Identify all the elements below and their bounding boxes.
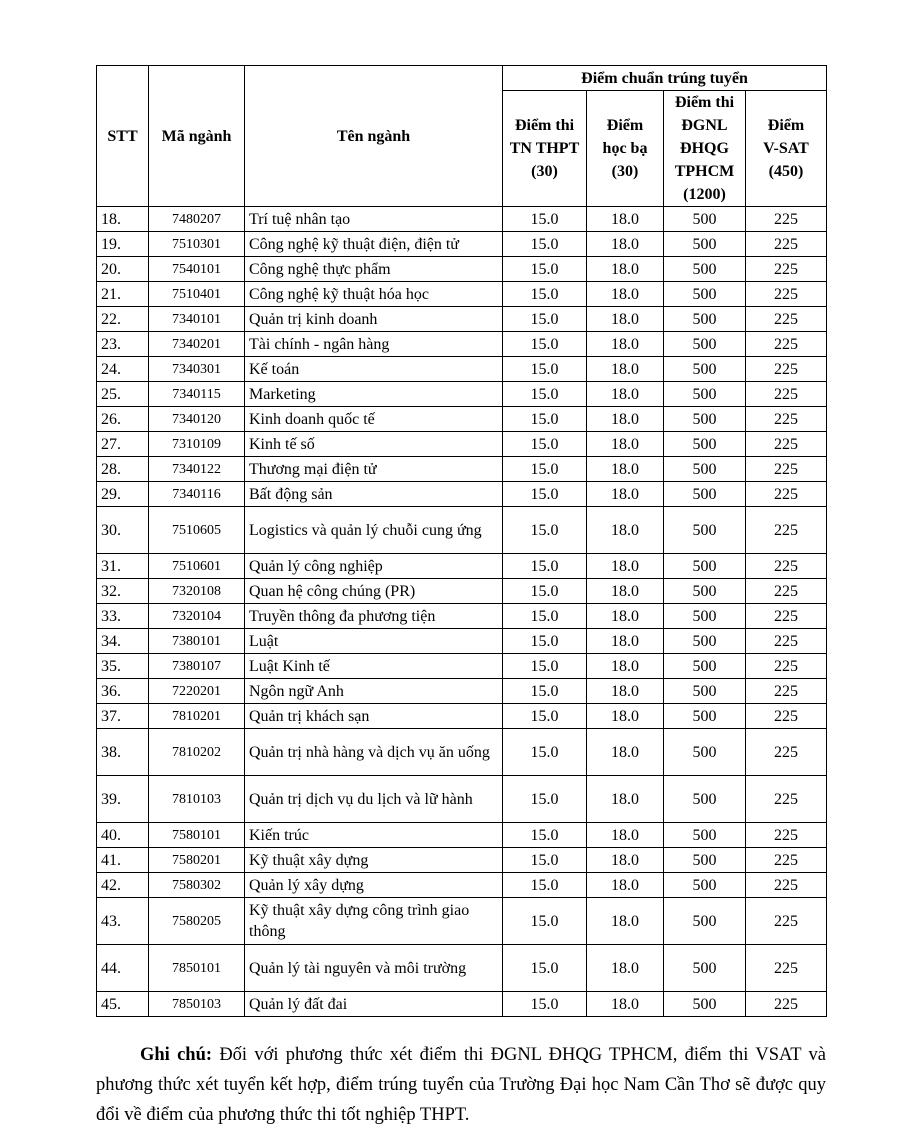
score-vsat: 225 (746, 704, 827, 729)
table-row (97, 382, 827, 407)
header-stt: STT (97, 66, 149, 207)
footnote-label: Ghi chú: (140, 1045, 213, 1065)
row-code: 7810103 (149, 776, 245, 823)
row-name: Kỹ thuật xây dựng công trình giao thông (245, 898, 503, 945)
row-name: Quan hệ công chúng (PR) (245, 579, 503, 604)
score-thpt: 15.0 (503, 604, 587, 629)
row-name: Kinh doanh quốc tế (245, 407, 503, 432)
row-name: Thương mại điện tử (245, 457, 503, 482)
score-hocba: 18.0 (587, 332, 664, 357)
row-code: 7340122 (149, 457, 245, 482)
table-row (97, 898, 827, 945)
score-thpt: 15.0 (503, 332, 587, 357)
score-dgnl: 500 (664, 704, 746, 729)
score-dgnl: 500 (664, 382, 746, 407)
row-code: 7340115 (149, 382, 245, 407)
header-name: Tên ngành (245, 66, 503, 207)
score-vsat: 225 (746, 604, 827, 629)
score-dgnl: 500 (664, 457, 746, 482)
table-row (97, 848, 827, 873)
row-code: 7580201 (149, 848, 245, 873)
row-code: 7310109 (149, 432, 245, 457)
score-hocba: 18.0 (587, 848, 664, 873)
row-stt: 31. (97, 554, 149, 579)
score-dgnl: 500 (664, 307, 746, 332)
score-hocba: 18.0 (587, 357, 664, 382)
row-code: 7510601 (149, 554, 245, 579)
score-dgnl: 500 (664, 507, 746, 554)
row-stt: 21. (97, 282, 149, 307)
score-hocba: 18.0 (587, 482, 664, 507)
table-row (97, 679, 827, 704)
score-vsat: 225 (746, 232, 827, 257)
row-stt: 37. (97, 704, 149, 729)
score-thpt: 15.0 (503, 257, 587, 282)
score-vsat: 225 (746, 507, 827, 554)
table-row (97, 357, 827, 382)
score-vsat: 225 (746, 729, 827, 776)
score-vsat: 225 (746, 554, 827, 579)
score-thpt: 15.0 (503, 207, 587, 232)
score-thpt: 15.0 (503, 457, 587, 482)
header-thpt: Điểm thi TN THPT (30) (503, 91, 587, 207)
table-row (97, 579, 827, 604)
row-stt: 24. (97, 357, 149, 382)
score-vsat: 225 (746, 945, 827, 992)
row-code: 7510605 (149, 507, 245, 554)
table-row (97, 604, 827, 629)
score-dgnl: 500 (664, 432, 746, 457)
score-thpt: 15.0 (503, 992, 587, 1017)
score-hocba: 18.0 (587, 207, 664, 232)
row-stt: 41. (97, 848, 149, 873)
row-stt: 20. (97, 257, 149, 282)
row-name: Quản trị dịch vụ du lịch và lữ hành (245, 776, 503, 823)
table-row (97, 704, 827, 729)
score-dgnl: 500 (664, 232, 746, 257)
score-dgnl: 500 (664, 482, 746, 507)
score-thpt: 15.0 (503, 629, 587, 654)
table-row (97, 776, 827, 823)
row-code: 7510301 (149, 232, 245, 257)
score-dgnl: 500 (664, 357, 746, 382)
row-code: 7480207 (149, 207, 245, 232)
score-thpt: 15.0 (503, 945, 587, 992)
row-stt: 38. (97, 729, 149, 776)
score-hocba: 18.0 (587, 898, 664, 945)
score-thpt: 15.0 (503, 507, 587, 554)
score-dgnl: 500 (664, 207, 746, 232)
table-body (97, 207, 827, 1017)
table-row (97, 507, 827, 554)
score-hocba: 18.0 (587, 457, 664, 482)
row-stt: 45. (97, 992, 149, 1017)
score-hocba: 18.0 (587, 232, 664, 257)
table-row (97, 282, 827, 307)
row-code: 7580302 (149, 873, 245, 898)
score-dgnl: 500 (664, 332, 746, 357)
score-vsat: 225 (746, 407, 827, 432)
row-stt: 40. (97, 823, 149, 848)
row-name: Quản lý đất đai (245, 992, 503, 1017)
score-dgnl: 500 (664, 823, 746, 848)
row-stt: 19. (97, 232, 149, 257)
table-row (97, 945, 827, 992)
score-hocba: 18.0 (587, 604, 664, 629)
row-name: Bất động sản (245, 482, 503, 507)
table-row (97, 307, 827, 332)
score-vsat: 225 (746, 992, 827, 1017)
row-code: 7380107 (149, 654, 245, 679)
row-code: 7340301 (149, 357, 245, 382)
header-hocba: Điểm học bạ (30) (587, 91, 664, 207)
row-name: Quản lý tài nguyên và môi trường (245, 945, 503, 992)
score-thpt: 15.0 (503, 307, 587, 332)
row-code: 7380101 (149, 629, 245, 654)
score-vsat: 225 (746, 482, 827, 507)
score-dgnl: 500 (664, 848, 746, 873)
row-code: 7810202 (149, 729, 245, 776)
row-stt: 35. (97, 654, 149, 679)
score-vsat: 225 (746, 823, 827, 848)
score-dgnl: 500 (664, 629, 746, 654)
row-code: 7580101 (149, 823, 245, 848)
score-vsat: 225 (746, 629, 827, 654)
row-name: Quản lý xây dựng (245, 873, 503, 898)
score-vsat: 225 (746, 457, 827, 482)
score-hocba: 18.0 (587, 407, 664, 432)
score-vsat: 225 (746, 207, 827, 232)
row-name: Luật (245, 629, 503, 654)
score-hocba: 18.0 (587, 382, 664, 407)
row-name: Marketing (245, 382, 503, 407)
score-dgnl: 500 (664, 257, 746, 282)
score-vsat: 225 (746, 579, 827, 604)
score-thpt: 15.0 (503, 579, 587, 604)
row-name: Tài chính - ngân hàng (245, 332, 503, 357)
score-dgnl: 500 (664, 579, 746, 604)
row-stt: 36. (97, 679, 149, 704)
table-row (97, 332, 827, 357)
row-name: Công nghệ kỹ thuật điện, điện tử (245, 232, 503, 257)
table-row (97, 629, 827, 654)
score-thpt: 15.0 (503, 382, 587, 407)
score-thpt: 15.0 (503, 654, 587, 679)
table-row (97, 207, 827, 232)
score-vsat: 225 (746, 307, 827, 332)
row-stt: 32. (97, 579, 149, 604)
table-row (97, 654, 827, 679)
row-name: Kỹ thuật xây dựng (245, 848, 503, 873)
table-row (97, 457, 827, 482)
table-row (97, 992, 827, 1017)
score-vsat: 225 (746, 357, 827, 382)
header-row (97, 66, 827, 91)
score-hocba: 18.0 (587, 282, 664, 307)
score-dgnl: 500 (664, 873, 746, 898)
row-stt: 44. (97, 945, 149, 992)
score-hocba: 18.0 (587, 776, 664, 823)
score-vsat: 225 (746, 776, 827, 823)
score-thpt: 15.0 (503, 432, 587, 457)
table-row (97, 729, 827, 776)
row-name: Công nghệ thực phẩm (245, 257, 503, 282)
score-thpt: 15.0 (503, 679, 587, 704)
score-thpt: 15.0 (503, 873, 587, 898)
score-thpt: 15.0 (503, 482, 587, 507)
row-stt: 27. (97, 432, 149, 457)
row-stt: 25. (97, 382, 149, 407)
score-dgnl: 500 (664, 776, 746, 823)
row-code: 7810201 (149, 704, 245, 729)
score-vsat: 225 (746, 282, 827, 307)
score-vsat: 225 (746, 654, 827, 679)
row-code: 7340116 (149, 482, 245, 507)
row-code: 7540101 (149, 257, 245, 282)
score-vsat: 225 (746, 679, 827, 704)
row-stt: 39. (97, 776, 149, 823)
row-stt: 26. (97, 407, 149, 432)
row-stt: 18. (97, 207, 149, 232)
header-dgnl: Điểm thi ĐGNL ĐHQG TPHCM (1200) (664, 91, 746, 207)
score-dgnl: 500 (664, 679, 746, 704)
row-stt: 34. (97, 629, 149, 654)
score-dgnl: 500 (664, 729, 746, 776)
score-dgnl: 500 (664, 898, 746, 945)
row-stt: 42. (97, 873, 149, 898)
footnote-text: Đối với phương thức xét điểm thi ĐGNL ĐHQG TPHCM, điểm thi VSAT và phương thức xét tuyển kết hợp, điểm trúng tuyển của Trường Đại học Nam Cần Thơ sẽ được quy đổi về điểm của phương thức thi tốt nghiệp THPT. (96, 1045, 826, 1125)
row-name: Truyền thông đa phương tiện (245, 604, 503, 629)
row-code: 7320104 (149, 604, 245, 629)
score-hocba: 18.0 (587, 507, 664, 554)
score-vsat: 225 (746, 848, 827, 873)
row-name: Logistics và quản lý chuỗi cung ứng (245, 507, 503, 554)
row-stt: 30. (97, 507, 149, 554)
row-name: Quản trị kinh doanh (245, 307, 503, 332)
header-vsat: Điểm V-SAT (450) (746, 91, 827, 207)
score-thpt: 15.0 (503, 282, 587, 307)
score-thpt: 15.0 (503, 554, 587, 579)
score-thpt: 15.0 (503, 848, 587, 873)
row-name: Luật Kinh tế (245, 654, 503, 679)
row-stt: 22. (97, 307, 149, 332)
score-hocba: 18.0 (587, 307, 664, 332)
admission-score-table (96, 65, 827, 1017)
score-hocba: 18.0 (587, 873, 664, 898)
table-row (97, 257, 827, 282)
score-thpt: 15.0 (503, 357, 587, 382)
score-dgnl: 500 (664, 282, 746, 307)
score-thpt: 15.0 (503, 776, 587, 823)
row-code: 7580205 (149, 898, 245, 945)
table-row (97, 823, 827, 848)
table-row (97, 407, 827, 432)
row-name: Công nghệ kỹ thuật hóa học (245, 282, 503, 307)
score-vsat: 225 (746, 873, 827, 898)
footnote (96, 1040, 826, 1130)
row-name: Kiến trúc (245, 823, 503, 848)
score-hocba: 18.0 (587, 432, 664, 457)
table-row (97, 232, 827, 257)
score-thpt: 15.0 (503, 898, 587, 945)
score-dgnl: 500 (664, 604, 746, 629)
header-code: Mã ngành (149, 66, 245, 207)
row-name: Kinh tế số (245, 432, 503, 457)
row-code: 7320108 (149, 579, 245, 604)
row-code: 7220201 (149, 679, 245, 704)
row-stt: 33. (97, 604, 149, 629)
row-code: 7340120 (149, 407, 245, 432)
score-hocba: 18.0 (587, 257, 664, 282)
score-hocba: 18.0 (587, 554, 664, 579)
row-code: 7340101 (149, 307, 245, 332)
table-row (97, 873, 827, 898)
score-vsat: 225 (746, 257, 827, 282)
score-dgnl: 500 (664, 654, 746, 679)
score-dgnl: 500 (664, 945, 746, 992)
score-vsat: 225 (746, 898, 827, 945)
row-code: 7850101 (149, 945, 245, 992)
row-stt: 28. (97, 457, 149, 482)
score-hocba: 18.0 (587, 679, 664, 704)
table-row (97, 482, 827, 507)
score-thpt: 15.0 (503, 407, 587, 432)
row-name: Trí tuệ nhân tạo (245, 207, 503, 232)
table-row (97, 554, 827, 579)
row-stt: 29. (97, 482, 149, 507)
row-name: Quản trị nhà hàng và dịch vụ ăn uống (245, 729, 503, 776)
score-hocba: 18.0 (587, 945, 664, 992)
score-hocba: 18.0 (587, 654, 664, 679)
header-score-group: Điểm chuẩn trúng tuyển (503, 66, 827, 91)
row-stt: 43. (97, 898, 149, 945)
row-code: 7340201 (149, 332, 245, 357)
table-row (97, 432, 827, 457)
row-name: Kế toán (245, 357, 503, 382)
score-hocba: 18.0 (587, 729, 664, 776)
score-dgnl: 500 (664, 407, 746, 432)
score-dgnl: 500 (664, 554, 746, 579)
row-code: 7850103 (149, 992, 245, 1017)
row-name: Quản trị khách sạn (245, 704, 503, 729)
score-thpt: 15.0 (503, 823, 587, 848)
row-stt: 23. (97, 332, 149, 357)
row-code: 7510401 (149, 282, 245, 307)
row-name: Quản lý công nghiệp (245, 554, 503, 579)
score-vsat: 225 (746, 382, 827, 407)
score-thpt: 15.0 (503, 232, 587, 257)
score-dgnl: 500 (664, 992, 746, 1017)
score-vsat: 225 (746, 332, 827, 357)
score-thpt: 15.0 (503, 729, 587, 776)
score-hocba: 18.0 (587, 704, 664, 729)
score-vsat: 225 (746, 432, 827, 457)
score-hocba: 18.0 (587, 992, 664, 1017)
score-hocba: 18.0 (587, 579, 664, 604)
score-hocba: 18.0 (587, 629, 664, 654)
score-thpt: 15.0 (503, 704, 587, 729)
score-hocba: 18.0 (587, 823, 664, 848)
row-name: Ngôn ngữ Anh (245, 679, 503, 704)
